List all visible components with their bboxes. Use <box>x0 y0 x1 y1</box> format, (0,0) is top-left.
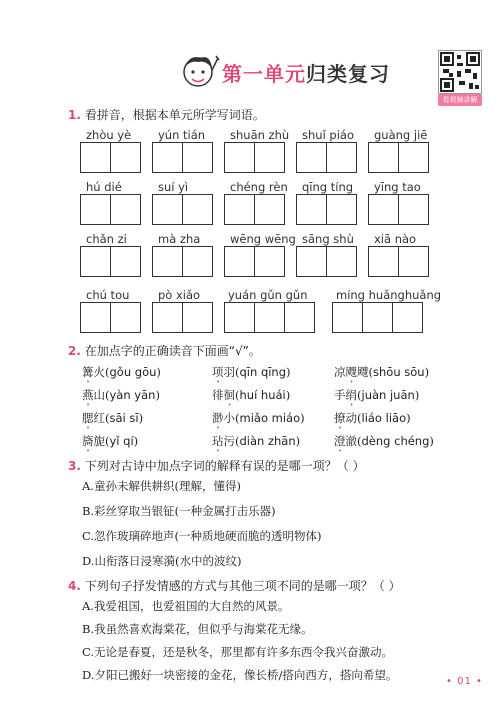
question-2 <box>68 342 261 359</box>
dotted-character: 澄 <box>334 434 346 448</box>
pinyin-label: yún tián <box>158 128 206 142</box>
dotted-character: 腮 <box>82 411 94 425</box>
pinyin-label: wēng wēng <box>230 232 296 246</box>
writing-boxes <box>152 194 213 225</box>
writing-cell[interactable] <box>399 195 428 224</box>
close-paren: ) <box>300 411 305 425</box>
writing-cell[interactable] <box>183 303 212 332</box>
question-number: 2. <box>68 344 81 358</box>
word-text: 飕( <box>357 365 373 379</box>
writing-cell[interactable] <box>225 303 255 332</box>
writing-boxes <box>80 246 141 277</box>
dotted-character: 篝 <box>82 365 94 379</box>
title-part2: 归类复习 <box>306 62 390 86</box>
pinyin-label: míng huǎnghuǎng <box>336 288 442 302</box>
pinyin-label: suí yì <box>158 180 189 194</box>
pronunciation-item[interactable] <box>212 387 290 409</box>
pinyin-label: shuān zhù <box>230 128 290 142</box>
word-text: 山( <box>93 388 110 402</box>
writing-cell[interactable] <box>399 143 428 172</box>
pronunciation-item[interactable] <box>334 364 429 386</box>
dotted-character: 徊 <box>223 388 235 402</box>
pinyin-label: yīng tao <box>374 180 421 194</box>
pinyin-label: yuán gǔn gǔn <box>228 288 308 302</box>
word-text: 凉 <box>334 365 346 379</box>
page-header <box>0 40 500 110</box>
q4-option-a[interactable]: A.我爱祖国，也爱祖国的大自然的风景。 <box>82 599 290 613</box>
pronunciation-item[interactable] <box>82 387 160 409</box>
word-text: 羽( <box>223 365 240 379</box>
pronunciation-item[interactable] <box>334 410 411 432</box>
page-number: • 01 • <box>446 676 483 687</box>
writing-cell[interactable] <box>327 247 356 276</box>
pronunciation-item[interactable] <box>82 364 161 386</box>
qr-code-icon[interactable] <box>438 50 482 94</box>
page-number-value: 01 <box>457 676 472 687</box>
writing-cell[interactable] <box>153 303 183 332</box>
pinyin-label: qīng tíng <box>302 180 354 194</box>
close-paren: ) <box>295 434 301 448</box>
dotted-character: 渺 <box>212 411 224 425</box>
question-number: 1. <box>68 108 81 122</box>
writing-cell[interactable] <box>255 195 284 224</box>
writing-cell[interactable] <box>285 303 314 332</box>
close-paren: ) <box>429 434 434 448</box>
close-paren: ) <box>138 411 144 425</box>
writing-boxes <box>296 142 357 173</box>
pinyin-choices: juàn juān <box>361 388 415 402</box>
pinyin-label: mà zha <box>158 232 201 246</box>
question-text: 在加点字的正确读音下面画“√”。 <box>84 344 261 358</box>
pronunciation-item[interactable] <box>334 387 419 409</box>
pinyin-label: zhòu yè <box>86 128 132 142</box>
writing-boxes <box>296 194 357 225</box>
writing-boxes <box>224 246 285 277</box>
writing-boxes <box>368 142 429 173</box>
question-text: 下列对古诗中加点字词的解释有误的是哪一项？（ ） <box>84 459 365 473</box>
q3-option-b[interactable]: B.彩丝穿取当银钲(一种金属打击乐器) <box>82 504 276 518</box>
word-text: 徘 <box>212 388 224 402</box>
boy-mascot-icon <box>176 50 222 96</box>
pinyin-choices: yàn yān <box>109 388 156 402</box>
pinyin-choices: diàn zhān <box>239 434 296 448</box>
writing-boxes <box>80 302 141 333</box>
close-paren: ) <box>406 411 411 425</box>
question-3 <box>68 457 365 474</box>
writing-cell[interactable] <box>225 143 255 172</box>
word-text: 污( <box>223 434 240 448</box>
pinyin-label: guàng jiē <box>374 128 428 142</box>
pinyin-label: shuǐ piáo <box>302 128 354 142</box>
writing-cell[interactable] <box>81 247 111 276</box>
pinyin-choices: dèng chéng <box>361 434 430 448</box>
writing-cell[interactable] <box>399 247 428 276</box>
writing-cell[interactable] <box>183 143 212 172</box>
writing-cell[interactable] <box>81 303 111 332</box>
writing-boxes <box>368 246 429 277</box>
writing-boxes <box>80 142 141 173</box>
q3-option-c[interactable]: C.忽作玻璃碎地声(一种质地硬而脆的透明物体) <box>82 529 322 543</box>
writing-cell[interactable] <box>297 195 327 224</box>
dotted-character: 燕 <box>82 388 94 402</box>
writing-boxes <box>368 194 429 225</box>
writing-cell[interactable] <box>81 195 111 224</box>
pinyin-choices: sāi sī <box>109 411 139 425</box>
dotted-character: 旖 <box>82 434 94 448</box>
pinyin-choices: gǒu gōu <box>109 365 157 379</box>
pinyin-label: xiā nào <box>374 232 417 246</box>
question-number: 3. <box>68 459 81 473</box>
writing-cell[interactable] <box>255 143 284 172</box>
pinyin-choices: shōu sōu <box>373 365 425 379</box>
close-paren: ) <box>156 365 161 379</box>
pinyin-label: chéng rèn <box>230 180 288 194</box>
writing-boxes <box>224 302 315 333</box>
close-paren: ) <box>133 434 139 448</box>
writing-boxes <box>152 142 213 173</box>
question-4 <box>68 577 401 594</box>
writing-cell[interactable] <box>153 247 183 276</box>
pinyin-label: chú tou <box>86 288 130 302</box>
writing-cell[interactable] <box>327 143 356 172</box>
word-text: 红( <box>93 411 110 425</box>
writing-boxes <box>224 194 285 225</box>
question-number: 4. <box>68 579 81 593</box>
pronunciation-item[interactable] <box>82 433 138 455</box>
q4-option-b[interactable]: B.我虽然喜欢海棠花，但似乎与海棠花无缘。 <box>82 622 313 636</box>
word-text: 动( <box>345 411 362 425</box>
close-paren: ) <box>286 365 291 379</box>
writing-cell[interactable] <box>183 195 212 224</box>
close-paren: ) <box>424 365 430 379</box>
writing-cell[interactable] <box>111 303 140 332</box>
q3-option-d[interactable]: D.山衔落日浸寒漪(水中的波纹) <box>82 554 242 568</box>
q4-option-d[interactable]: D.夕阳已搬好一块密接的金花，像长桥/搭向西方，搭向希望。 <box>82 668 398 682</box>
pinyin-choices: yǐ qí <box>109 434 134 448</box>
writing-boxes <box>80 194 141 225</box>
writing-boxes <box>332 302 423 333</box>
writing-cell[interactable] <box>225 247 255 276</box>
dotted-character: 项 <box>212 365 224 379</box>
writing-cell[interactable] <box>363 303 393 332</box>
close-paren: ) <box>155 388 160 402</box>
writing-cell[interactable] <box>297 143 327 172</box>
writing-cell[interactable] <box>297 247 327 276</box>
word-text: 手 <box>334 388 346 402</box>
pronunciation-item[interactable] <box>334 433 434 455</box>
dotted-character: 绢 <box>345 388 357 402</box>
word-text: ( <box>357 388 362 402</box>
qr-caption: 看视频讲解 <box>438 94 482 106</box>
word-text: 小( <box>223 411 240 425</box>
writing-cell[interactable] <box>369 143 399 172</box>
question-text: 下列句子抒发情感的方式与其他三项不同的是哪一项？（ ） <box>84 579 401 593</box>
writing-cell[interactable] <box>111 247 140 276</box>
writing-cell[interactable] <box>153 195 183 224</box>
writing-cell[interactable] <box>369 247 399 276</box>
word-text: ( <box>235 388 240 402</box>
writing-boxes <box>152 302 213 333</box>
q4-option-c[interactable]: C.无论是春夏，还是秋冬，那里都有许多东西令我兴奋激动。 <box>82 645 394 659</box>
pinyin-label: pò xiǎo <box>158 288 201 302</box>
writing-cell[interactable] <box>153 143 183 172</box>
writing-boxes <box>224 142 285 173</box>
word-text: 旎( <box>93 434 110 448</box>
pinyin-choices: huí huái <box>239 388 286 402</box>
writing-boxes <box>152 246 213 277</box>
pronunciation-item[interactable] <box>212 410 305 432</box>
writing-cell[interactable] <box>393 303 422 332</box>
pronunciation-item[interactable] <box>82 410 143 432</box>
question-text: 看拼音，根据本单元所学写词语。 <box>84 108 265 122</box>
pronunciation-item[interactable] <box>212 364 291 386</box>
close-paren: ) <box>285 388 291 402</box>
writing-cell[interactable] <box>327 195 356 224</box>
dotted-character: 飕 <box>345 365 357 379</box>
writing-cell[interactable] <box>255 303 285 332</box>
writing-cell[interactable] <box>333 303 363 332</box>
dotted-character: 撩 <box>334 411 346 425</box>
word-text: 澈( <box>345 434 362 448</box>
writing-cell[interactable] <box>369 195 399 224</box>
dotted-character: 玷 <box>212 434 224 448</box>
pinyin-choices: qīn qīng <box>239 365 287 379</box>
writing-cell[interactable] <box>111 143 140 172</box>
word-text: 火( <box>93 365 110 379</box>
pronunciation-item[interactable] <box>212 433 300 455</box>
q3-option-a[interactable]: A.童孙未解供耕织(理解，懂得) <box>82 479 241 493</box>
pinyin-label: chǎn zi <box>86 232 127 246</box>
close-paren: ) <box>414 388 420 402</box>
writing-cell[interactable] <box>225 195 255 224</box>
writing-cell[interactable] <box>111 195 140 224</box>
writing-boxes <box>296 246 357 277</box>
question-1 <box>68 106 265 123</box>
title-part1: 第一单元 <box>222 62 306 86</box>
writing-cell[interactable] <box>183 247 212 276</box>
pinyin-label: hú dié <box>86 180 122 194</box>
pinyin-choices: miǎo miáo <box>239 411 301 425</box>
page-title <box>222 58 390 87</box>
writing-cell[interactable] <box>81 143 111 172</box>
writing-cell[interactable] <box>255 247 284 276</box>
pinyin-label: sāng shù <box>302 232 354 246</box>
pinyin-choices: liáo liāo <box>361 411 407 425</box>
